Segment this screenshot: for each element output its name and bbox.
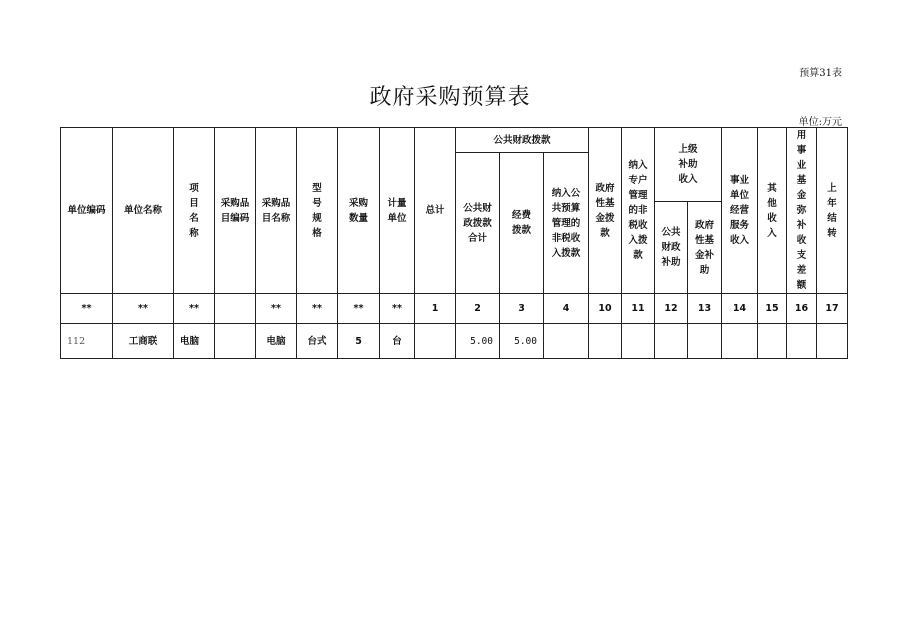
index-cell: 4: [544, 294, 589, 324]
cell-carryover: [817, 324, 848, 359]
header-other-income: 其他收入: [758, 128, 787, 294]
header-unit-code: 单位编码: [61, 128, 113, 294]
index-cell: 3: [500, 294, 544, 324]
header-item-name: 采购品目名称: [256, 128, 297, 294]
index-cell: 13: [688, 294, 722, 324]
header-quantity: 采购数量: [338, 128, 380, 294]
header-public-finance-total: 公共财政拨款合计: [456, 153, 500, 294]
form-number: 预算31表: [799, 68, 842, 79]
index-cell: **: [174, 294, 215, 324]
cell-gov-fund: [589, 324, 622, 359]
header-business-income: 事业单位经营服务收入: [722, 128, 758, 294]
cell-total: [415, 324, 456, 359]
header-upper-public-finance: 公共财政补助: [655, 202, 688, 294]
header-project-name: 项目名称: [174, 128, 215, 294]
index-cell: 11: [622, 294, 655, 324]
cell-unit-name: 工商联: [113, 324, 174, 359]
cell-quantity: 5: [338, 324, 380, 359]
index-cell: 10: [589, 294, 622, 324]
header-unit-name: 单位名称: [113, 128, 174, 294]
index-cell: **: [256, 294, 297, 324]
header-item-code: 采购品目编码: [215, 128, 256, 294]
cell-public-finance-total: 5.00: [456, 324, 500, 359]
unit-label: 单位:万元: [798, 117, 842, 128]
index-cell: [215, 294, 256, 324]
index-cell: **: [380, 294, 415, 324]
cell-model: 台式: [297, 324, 338, 359]
page-title: 政府采购预算表: [369, 85, 531, 110]
cell-non-tax-special: [622, 324, 655, 359]
header-non-tax-budget: 纳入公共预算管理的非税收入拨款: [544, 153, 589, 294]
header-fund-balance: 用事业基金弥补收支差额: [787, 128, 817, 294]
index-cell: 1: [415, 294, 456, 324]
cell-upper-gov-fund: [688, 324, 722, 359]
cell-expense-grant: 5.00: [500, 324, 544, 359]
procurement-budget-table: [60, 127, 848, 359]
header-total: 总计: [415, 128, 456, 294]
header-carryover: 上年结转: [817, 128, 848, 294]
index-cell: 17: [817, 294, 848, 324]
header-upper-subsidy: 上级补助收入: [655, 128, 722, 202]
cell-item-name: 电脑: [256, 324, 297, 359]
header-public-finance: 公共财政拨款: [456, 128, 589, 153]
cell-item-code: [215, 324, 256, 359]
cell-business-income: [722, 324, 758, 359]
index-cell: **: [297, 294, 338, 324]
index-cell: 2: [456, 294, 500, 324]
cell-unit-code: 112: [61, 324, 113, 359]
index-row: [61, 294, 848, 324]
header-gov-fund: 政府性基金拨款: [589, 128, 622, 294]
cell-non-tax-budget: [544, 324, 589, 359]
table-row: [61, 324, 848, 359]
cell-other-income: [758, 324, 787, 359]
header-non-tax-special: 纳入专户管理的非税收入拨款: [622, 128, 655, 294]
header-upper-gov-fund: 政府性基金补助: [688, 202, 722, 294]
index-cell: 14: [722, 294, 758, 324]
cell-upper-public-finance: [655, 324, 688, 359]
index-cell: **: [338, 294, 380, 324]
header-measure-unit: 计量单位: [380, 128, 415, 294]
index-cell: 12: [655, 294, 688, 324]
cell-fund-balance: [787, 324, 817, 359]
header-expense-grant: 经费拨款: [500, 153, 544, 294]
index-cell: 15: [758, 294, 787, 324]
cell-project-name: 电脑: [174, 324, 215, 359]
header-model: 型号规格: [297, 128, 338, 294]
cell-measure-unit: 台: [380, 324, 415, 359]
index-cell: 16: [787, 294, 817, 324]
index-cell: **: [113, 294, 174, 324]
index-cell: **: [61, 294, 113, 324]
